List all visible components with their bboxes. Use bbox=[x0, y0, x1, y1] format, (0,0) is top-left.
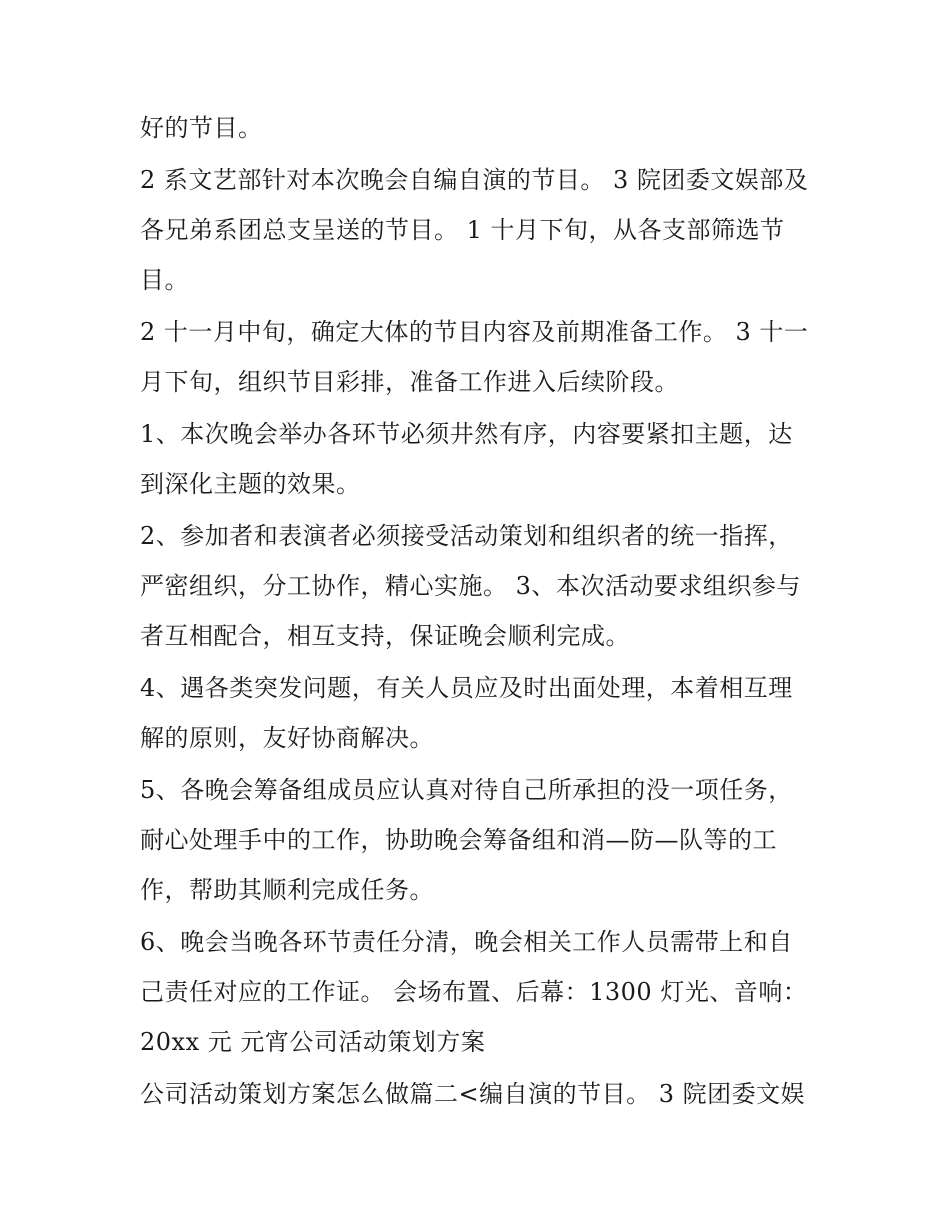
text-line: 解的原则，友好协商解决。 bbox=[140, 724, 434, 752]
text-line: 好的节目。 bbox=[140, 114, 263, 142]
text-line: 5、各晚会筹备组成员应认真对待自己所承担的没一项任务， bbox=[140, 776, 793, 804]
text-line: 作，帮助其顺利完成任务。 bbox=[140, 876, 434, 904]
text-line: 6、晚会当晚各环节责任分清，晚会相关工作人员需带上和自 bbox=[140, 928, 793, 956]
text-line: 20xx 元 元宵公司活动策划方案 bbox=[140, 1028, 486, 1056]
text-line: 公司活动策划方案怎么做篇二<编自演的节目。 3 院团委文娱 bbox=[140, 1080, 806, 1108]
text-line: 严密组织，分工协作，精心实施。 3、本次活动要求组织参与 bbox=[140, 572, 801, 600]
text-line: 2 系文艺部针对本次晚会自编自演的节目。 3 院团委文娱部及 bbox=[140, 166, 809, 194]
text-line: 2 十一月中旬，确定大体的节目内容及前期准备工作。 3 十一 bbox=[140, 318, 809, 346]
text-line: 者互相配合，相互支持，保证晚会顺利完成。 bbox=[140, 622, 630, 650]
text-line: 己责任对应的工作证。 会场布置、后幕：1300 灯光、音响： bbox=[140, 978, 808, 1006]
text-line: 到深化主题的效果。 bbox=[140, 470, 361, 498]
text-line: 耐心处理手中的工作，协助晚会筹备组和消—防—队等的工 bbox=[140, 826, 777, 854]
text-line: 2、参加者和表演者必须接受活动策划和组织者的统一指挥， bbox=[140, 522, 793, 550]
text-line: 各兄弟系团总支呈送的节目。 1 十月下旬，从各支部筛选节 bbox=[140, 216, 785, 244]
text-line: 1、本次晚会举办各环节必须井然有序，内容要紧扣主题，达 bbox=[140, 420, 793, 448]
text-line: 月下旬，组织节目彩排，准备工作进入后续阶段。 bbox=[140, 368, 679, 396]
text-line: 目。 bbox=[140, 266, 189, 294]
text-line: 4、遇各类突发问题，有关人员应及时出面处理，本着相互理 bbox=[140, 674, 793, 702]
